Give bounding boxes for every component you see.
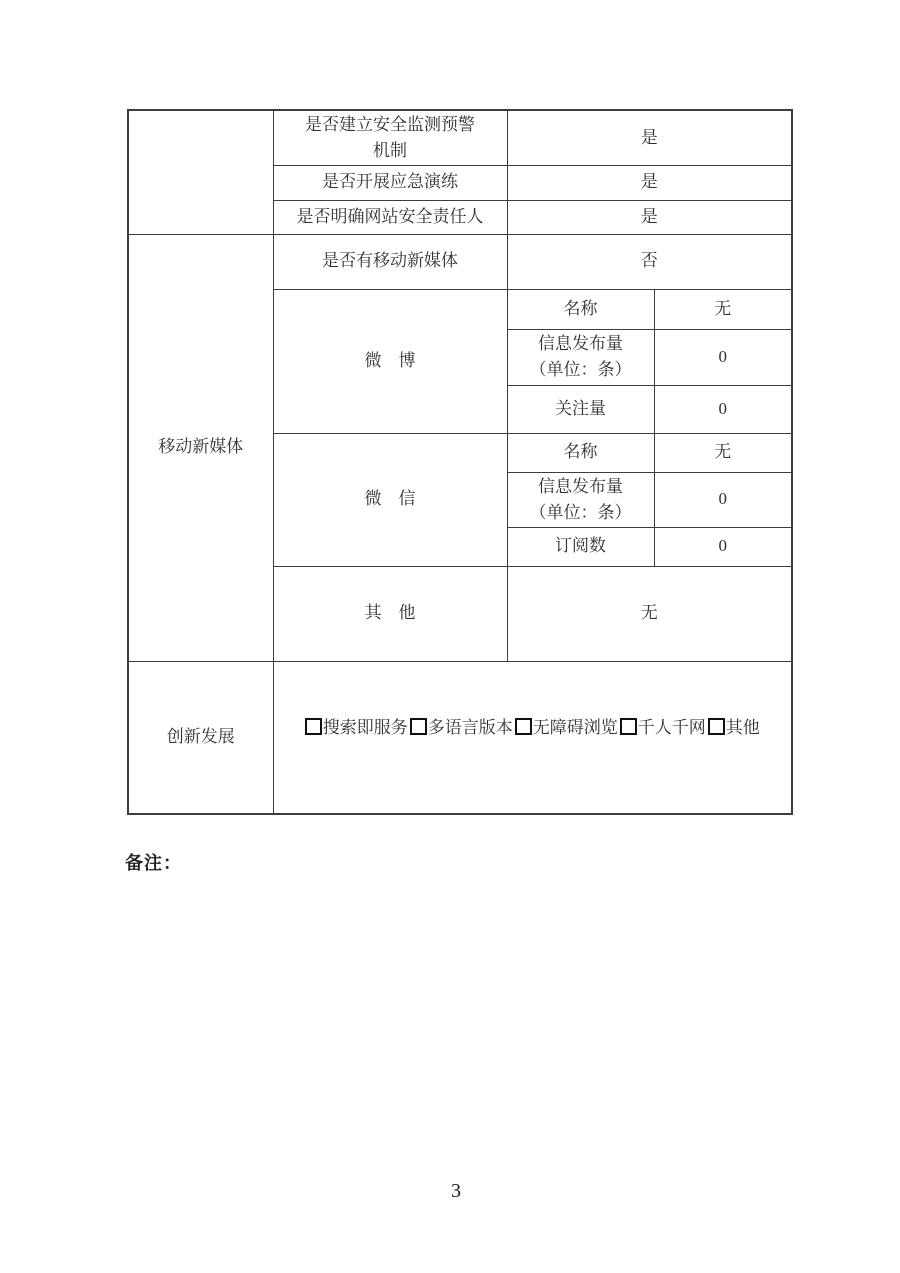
label-line: （单位：条） xyxy=(529,502,632,522)
notes-label: 备注： xyxy=(125,853,182,873)
checkbox-unchecked-icon[interactable] xyxy=(620,718,637,735)
security-owner-value: 是 xyxy=(507,200,792,234)
weibo-posts-label xyxy=(507,329,654,385)
page-number: 3 xyxy=(451,1180,461,1202)
innovation-options-cell xyxy=(273,661,792,814)
label-line: （单位：条） xyxy=(529,360,632,379)
weibo-label: 微 博 xyxy=(273,289,507,433)
table-row xyxy=(128,661,792,814)
security-owner-label: 是否明确网站安全责任人 xyxy=(273,200,507,234)
table-row xyxy=(128,234,792,289)
option-label-multilingual: 多语言版本 xyxy=(427,718,513,738)
label-line: 信息发布量 xyxy=(538,334,623,353)
innovation-checkbox-line xyxy=(305,718,760,737)
table-row xyxy=(128,110,792,165)
checkbox-unchecked-icon[interactable] xyxy=(515,718,532,735)
weibo-followers-label: 关注量 xyxy=(507,385,654,433)
option-label-accessibility: 无障碍浏览 xyxy=(532,718,618,738)
other-media-label: 其 他 xyxy=(273,566,507,661)
has-mobile-media-value: 否 xyxy=(507,234,792,289)
wechat-label: 微 信 xyxy=(273,433,507,566)
wechat-name-value: 无 xyxy=(654,433,792,472)
option-label-other: 其他 xyxy=(725,718,760,738)
wechat-posts-label xyxy=(507,472,654,527)
innovation-section-label: 创新发展 xyxy=(128,661,273,814)
option-label-search-as-service: 搜索即服务 xyxy=(322,718,408,738)
wechat-subscribers-label: 订阅数 xyxy=(507,527,654,566)
security-monitor-value: 是 xyxy=(507,110,792,165)
wechat-name-label: 名称 xyxy=(507,433,654,472)
security-section-cell xyxy=(128,110,273,234)
weibo-name-value: 无 xyxy=(654,289,792,329)
wechat-subscribers-value: 0 xyxy=(654,527,792,566)
option-label-personalized: 千人千网 xyxy=(637,718,706,738)
weibo-name-label: 名称 xyxy=(507,289,654,329)
label-line: 机制 xyxy=(373,140,407,160)
weibo-posts-value: 0 xyxy=(654,329,792,385)
emergency-drill-label: 是否开展应急演练 xyxy=(273,165,507,200)
mobile-media-section-label: 移动新媒体 xyxy=(128,234,273,661)
checkbox-unchecked-icon[interactable] xyxy=(410,718,427,735)
checkbox-unchecked-icon[interactable] xyxy=(305,718,322,735)
emergency-drill-value: 是 xyxy=(507,165,792,200)
label-line: 是否建立安全监测预警 xyxy=(305,114,475,134)
security-monitor-label xyxy=(273,110,507,165)
checkbox-unchecked-icon[interactable] xyxy=(708,718,725,735)
other-media-value: 无 xyxy=(507,566,792,661)
has-mobile-media-label: 是否有移动新媒体 xyxy=(273,234,507,289)
weibo-followers-value: 0 xyxy=(654,385,792,433)
label-line: 信息发布量 xyxy=(538,476,623,496)
annual-report-table xyxy=(127,109,793,815)
wechat-posts-value: 0 xyxy=(654,472,792,527)
